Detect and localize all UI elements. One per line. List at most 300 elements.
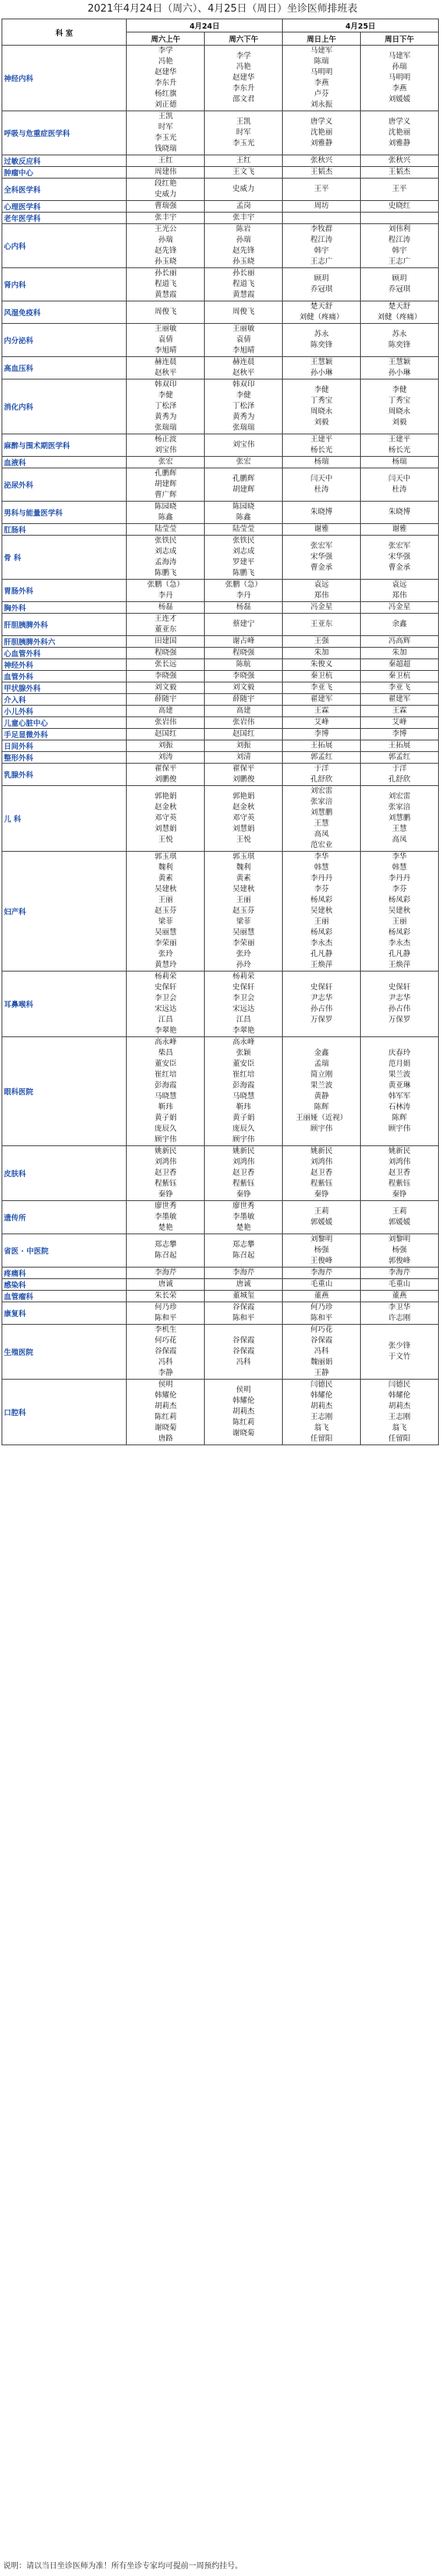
doctor-name: 何巧花: [310, 1325, 333, 1334]
doctor-name: 王焕萍: [310, 961, 333, 969]
doctor-name: 秦超超: [388, 660, 411, 669]
doctor-name: 宋远达: [233, 1005, 255, 1013]
session-cell-s2: [205, 213, 283, 224]
doctor-name: 刘文毅: [233, 683, 255, 692]
session-cell-s1: [127, 659, 205, 671]
session-cell-s1: [127, 671, 205, 682]
doctor-name: 钱晓瑞: [155, 145, 177, 153]
session-cell-s3: [283, 301, 361, 324]
doctor-name: 陈红莉: [233, 1418, 255, 1427]
dept-name: 内分泌科: [2, 324, 127, 357]
doctor-name: 吴建秋: [233, 885, 255, 893]
session-cell-s3: [283, 457, 361, 468]
doctor-name: 董安臣: [233, 1060, 255, 1068]
doctor-name: 秦卫杭: [388, 672, 411, 680]
doctor-name: 蔡建宁: [233, 620, 255, 628]
session-cell-s1: [127, 648, 205, 659]
doctor-name: 闫德民: [388, 1380, 411, 1389]
doctor-name: 秦铮: [314, 1190, 329, 1199]
doctor-name: 薛随宇: [155, 695, 177, 703]
session-cell-s3: [283, 268, 361, 301]
doctor-name: 顾玥: [314, 274, 329, 283]
session-cell-s4: [361, 468, 439, 502]
doctor-name: 朱晓博: [310, 508, 333, 516]
table-row: [2, 1037, 439, 1146]
doctor-name: 黄秀为: [155, 413, 177, 421]
doctor-name: 孙瑞: [158, 236, 173, 244]
doctor-name: 张瑞瑞: [233, 424, 255, 432]
doctor-name: 赵玉芬: [155, 907, 177, 915]
doctor-name: 陈航: [236, 660, 251, 669]
doctor-name: 姚新民: [155, 1147, 177, 1155]
doctor-name: 李燕: [392, 84, 407, 93]
doctor-name: 李海芹: [233, 1268, 255, 1277]
doctor-name: 韩双印: [155, 380, 177, 389]
doctor-name: 刘振: [158, 741, 173, 750]
table-row: [2, 706, 439, 717]
doctor-name: 张宏: [236, 458, 251, 466]
doctor-name: 丁松泽: [233, 402, 255, 410]
doctor-name: 王慧颖: [310, 358, 333, 366]
session-cell-s2: [205, 268, 283, 301]
doctor-name: 刘毅: [392, 418, 407, 427]
session-cell-s2: [205, 46, 283, 111]
session-cell-s3: [283, 1279, 361, 1291]
session-cell-s2: [205, 602, 283, 614]
table-row: [2, 740, 439, 752]
session-cell-s4: [361, 717, 439, 729]
doctor-name: 黄子娟: [233, 1114, 255, 1122]
session-cell-s1: [127, 682, 205, 694]
dept-name: 骨 科: [2, 536, 127, 580]
doctor-name: 朱长荣: [155, 1291, 177, 1300]
doctor-name: 吴丽慧: [233, 928, 255, 937]
doctor-name: 郭孟红: [310, 753, 333, 761]
session-cell-s1: [127, 357, 205, 379]
doctor-name: 邵文君: [233, 95, 255, 104]
doctor-name: 孙长丽: [233, 269, 255, 277]
session-cell-s1: [127, 268, 205, 301]
dept-name: 神经内科: [2, 46, 127, 111]
dept-name: 血管外科: [2, 671, 127, 682]
session-cell-s3: [283, 167, 361, 179]
dept-name: 心理医学科: [2, 201, 127, 213]
doctor-name: 杨莉荣: [155, 972, 177, 981]
doctor-name: 陈召起: [155, 1251, 177, 1260]
doctor-name: 刘毅: [314, 418, 329, 427]
doctor-name: 艾峰: [314, 718, 329, 727]
session-cell-s3: [283, 536, 361, 580]
session-cell-s3: [283, 636, 361, 648]
session-cell-s3: [283, 155, 361, 167]
doctor-name: 何乃珍: [310, 1303, 333, 1312]
doctor-name: 姚新民: [233, 1147, 255, 1155]
session-cell-s2: [205, 357, 283, 379]
doctor-name: 孙占伟: [310, 1005, 333, 1013]
doctor-name: 赵国红: [155, 730, 177, 738]
doctor-name: 唐学义: [310, 117, 333, 126]
doctor-name: 杨瑞: [314, 458, 329, 466]
dept-name: 高血压科: [2, 357, 127, 379]
doctor-name: 王建平: [388, 435, 411, 444]
session-cell-s1: [127, 179, 205, 201]
session-cell-s1: [127, 524, 205, 536]
session-cell-s3: [283, 580, 361, 602]
dept-name: 肾内科: [2, 268, 127, 301]
session-cell-s2: [205, 201, 283, 213]
doctor-name: 刘鸿伟: [310, 1158, 333, 1166]
doctor-name: 陆莹莹: [155, 525, 177, 533]
doctor-name: 张鹏（急）: [225, 580, 263, 589]
doctor-name: 王强: [314, 637, 329, 645]
doctor-name: 朱俊义: [310, 660, 333, 669]
doctor-name: 孙瑞: [236, 236, 251, 244]
doctor-name: 史保轩: [155, 983, 177, 992]
doctor-name: 郑志攀: [155, 1240, 177, 1249]
doctor-name: 王丽娅（近视）: [295, 1114, 348, 1122]
doctor-name: 李丹: [236, 591, 251, 600]
doctor-name: 程紫钰: [155, 1179, 177, 1188]
session-cell-s1: [127, 1291, 205, 1302]
session-cell-s4: [361, 46, 439, 111]
dept-name: 眼科医院: [2, 1037, 127, 1146]
doctor-name: 谷保霞: [233, 1347, 255, 1356]
doctor-name: 王拓展: [388, 741, 411, 750]
session-cell-s1: [127, 502, 205, 524]
doctor-name: 袁倩: [158, 335, 173, 344]
doctor-name: 杨瑞: [392, 458, 407, 466]
doctor-name: 李海芹: [388, 1268, 411, 1277]
doctor-name: 张秋兴: [310, 156, 333, 165]
session-cell-s3: [283, 1037, 361, 1146]
doctor-name: 孙长丽: [155, 269, 177, 277]
session-cell-s4: [361, 1268, 439, 1279]
doctor-name: 黄亚琳: [388, 1081, 411, 1090]
doctor-name: 魏利: [158, 863, 173, 872]
doctor-name: 李海芹: [155, 1268, 177, 1277]
doctor-name: 马建军: [388, 52, 411, 60]
table-row: [2, 357, 439, 379]
doctor-name: 魏丽娟: [310, 1358, 333, 1366]
doctor-name: 吴丽慧: [155, 928, 177, 937]
doctor-name: 翁飞: [314, 1424, 329, 1432]
doctor-name: 赵国红: [233, 730, 255, 738]
session-cell-s1: [127, 1380, 205, 1445]
table-row: [2, 155, 439, 167]
table-row: [2, 224, 439, 268]
doctor-name: 冯高辉: [388, 637, 411, 645]
session-cell-s4: [361, 1201, 439, 1234]
doctor-name: 韩慧: [314, 863, 329, 872]
doctor-name: 赵秋平: [155, 369, 177, 377]
dept-name: 风湿免疫科: [2, 301, 127, 324]
doctor-name: 张秋兴: [388, 156, 411, 165]
doctor-name: 韩宇: [314, 247, 329, 255]
doctor-name: 楚艳: [236, 1223, 251, 1232]
session-cell-s3: [283, 111, 361, 155]
doctor-name: 顾宇伟: [310, 1125, 333, 1133]
doctor-name: 谢雅: [392, 525, 407, 533]
doctor-name: 郑伟: [314, 591, 329, 600]
doctor-name: 韩军军: [388, 1092, 411, 1101]
doctor-name: 石林涛: [388, 1103, 411, 1111]
doctor-name: 胡莉杰: [310, 1402, 333, 1411]
doctor-name: 郭艳娟: [155, 792, 177, 801]
doctor-name: 冯金星: [388, 603, 411, 611]
table-row: [2, 111, 439, 155]
doctor-name: 高凤: [392, 835, 407, 844]
doctor-name: 翟保平: [155, 764, 177, 773]
doctor-name: 郭艳娟: [233, 792, 255, 801]
doctor-name: 陈和平: [155, 1314, 177, 1322]
session-cell-s2: [205, 1146, 283, 1201]
doctor-name: 史晓红: [388, 202, 411, 210]
doctor-name: 王俊峰: [310, 1257, 333, 1265]
doctor-name: 廖世秀: [155, 1202, 177, 1210]
doctor-name: 王慧: [314, 819, 329, 828]
doctor-name: 卢芬: [314, 90, 329, 98]
doctor-name: 毛重山: [310, 1280, 333, 1288]
session-cell-s3: [283, 972, 361, 1037]
doctor-name: 刘宏雷: [388, 792, 411, 801]
doctor-name: 张长远: [155, 660, 177, 669]
dept-name: 妇产科: [2, 852, 127, 972]
doctor-name: 黄素: [158, 874, 173, 883]
doctor-name: 果兰波: [310, 1081, 333, 1090]
doctor-name: 赫连晨: [233, 358, 255, 366]
doctor-name: 张宏: [158, 458, 173, 466]
session-cell-s3: [283, 729, 361, 740]
session-cell-s4: [361, 1037, 439, 1146]
session-cell-s4: [361, 1302, 439, 1325]
doctor-name: 廖世秀: [233, 1202, 255, 1210]
doctor-name: 马建军: [310, 46, 333, 55]
doctor-name: 周俊飞: [155, 308, 177, 316]
doctor-name: 冯科: [314, 1347, 329, 1356]
table-row: [2, 536, 439, 580]
doctor-name: 陈鹏飞: [155, 569, 177, 577]
doctor-name: 刘黎明: [388, 1235, 411, 1244]
doctor-name: 柴昌: [158, 1049, 173, 1057]
doctor-name: 崔红培: [233, 1070, 255, 1079]
doctor-name: 杨凤彩: [310, 928, 333, 937]
dept-name: 耳鼻喉科: [2, 972, 127, 1037]
doctor-name: 胡莉杰: [388, 1402, 411, 1411]
doctor-name: 李丹丹: [388, 874, 411, 883]
doctor-name: 宋华强: [388, 553, 411, 561]
dept-header: 科 室: [2, 19, 127, 46]
doctor-name: 万保罗: [310, 1016, 333, 1024]
session-cell-s4: [361, 602, 439, 614]
session-cell-s2: [205, 301, 283, 324]
table-row: [2, 752, 439, 764]
doctor-name: 董燕: [392, 1291, 407, 1300]
table-row: [2, 671, 439, 682]
session-cell-s1: [127, 1302, 205, 1325]
session-cell-s4: [361, 1325, 439, 1380]
doctor-name: 张玲: [158, 950, 173, 958]
session-cell-s1: [127, 457, 205, 468]
doctor-name: 李玉光: [155, 134, 177, 142]
doctor-name: 孔凡静: [310, 950, 333, 958]
session-cell-s3: [283, 648, 361, 659]
doctor-name: 顾宇伟: [388, 1125, 411, 1133]
doctor-name: 谢晓菊: [233, 1429, 255, 1438]
doctor-name: 董燕: [314, 1291, 329, 1300]
doctor-name: 陈辉: [392, 1114, 407, 1122]
doctor-name: 陈奕锋: [310, 341, 333, 349]
session-cell-s4: [361, 301, 439, 324]
doctor-name: 杨正波: [155, 435, 177, 444]
doctor-name: 王志广: [388, 257, 411, 266]
doctor-name: 孔鹏辉: [155, 469, 177, 478]
session-cell-s1: [127, 111, 205, 155]
session-cell-s4: [361, 502, 439, 524]
doctor-name: 李荣丽: [155, 939, 177, 948]
session-cell-s1: [127, 1234, 205, 1268]
dept-name: 省医 · 中医院: [2, 1234, 127, 1268]
session-cell-s4: [361, 1146, 439, 1201]
session-cell-s1: [127, 852, 205, 972]
doctor-name: 王拓展: [310, 741, 333, 750]
session-cell-s1: [127, 46, 205, 111]
session-cell-s1: [127, 324, 205, 357]
doctor-name: 邓守英: [155, 814, 177, 822]
doctor-name: 陈园晓: [233, 502, 255, 511]
doctor-name: 秦卫杭: [310, 672, 333, 680]
doctor-name: 陈岩: [236, 225, 251, 233]
doctor-name: 冯艳: [158, 57, 173, 66]
doctor-name: 王慧: [392, 825, 407, 833]
doctor-name: 王丽敏: [155, 325, 177, 333]
doctor-name: 段红艳: [155, 179, 177, 188]
doctor-name: 李亚飞: [310, 683, 333, 692]
dept-name: 肿瘤中心: [2, 167, 127, 179]
session-cell-s4: [361, 786, 439, 852]
doctor-name: 刘慧鹏: [310, 808, 333, 817]
table-row: [2, 201, 439, 213]
doctor-name: 张丰宇: [233, 213, 255, 222]
table-row: [2, 972, 439, 1037]
doctor-name: 宋远达: [155, 1005, 177, 1013]
doctor-name: 王志刚: [310, 1413, 333, 1421]
doctor-name: 李翠艳: [155, 1026, 177, 1035]
session-cell-s4: [361, 155, 439, 167]
table-row: [2, 379, 439, 434]
doctor-name: 李机生: [155, 1325, 177, 1334]
session-cell-s4: [361, 852, 439, 972]
doctor-name: 谷保霞: [233, 1303, 255, 1312]
session-cell-s3: [283, 1302, 361, 1325]
table-row: [2, 659, 439, 671]
doctor-name: 李芬: [392, 885, 407, 893]
session-cell-s1: [127, 301, 205, 324]
session-cell-s2: [205, 1325, 283, 1380]
doctor-name: 胡莉杰: [233, 1407, 255, 1416]
session-cell-s3: [283, 1234, 361, 1268]
doctor-name: 王连才: [155, 614, 177, 623]
dept-name: 过敏反应科: [2, 155, 127, 167]
doctor-name: 赵先锋: [233, 247, 255, 255]
session-cell-s4: [361, 671, 439, 682]
dept-name: 甲状腺外科: [2, 682, 127, 694]
doctor-name: 吴建秋: [388, 907, 411, 915]
doctor-name: 姚新民: [310, 1147, 333, 1155]
doctor-name: 邓守英: [233, 814, 255, 822]
doctor-name: 王霖: [314, 706, 329, 715]
doctor-name: 丁秀宝: [388, 396, 411, 405]
doctor-name: 胡建辉: [155, 480, 177, 488]
table-row: [2, 648, 439, 659]
doctor-name: 周俊飞: [233, 308, 255, 316]
table-row: [2, 694, 439, 706]
session-cell-s3: [283, 671, 361, 682]
session-cell-s4: [361, 648, 439, 659]
schedule-body: [2, 46, 439, 1445]
doctor-name: 黄慧霞: [155, 291, 177, 299]
dept-name: 全科医学科: [2, 179, 127, 201]
doctor-name: 张宏军: [310, 542, 333, 550]
doctor-name: 王悦: [236, 835, 251, 844]
date-header-2: 4月25日: [283, 19, 439, 32]
session-cell-s4: [361, 213, 439, 224]
page-title: 2021年4月24日（周六）、4月25日（周日）坐诊医师排班表: [87, 3, 358, 15]
doctor-name: 杨莉荣: [233, 972, 255, 981]
doctor-name: 史威力: [233, 185, 255, 193]
table-row: [2, 636, 439, 648]
doctor-name: 李丹: [158, 591, 173, 600]
doctor-name: 庞辰久: [155, 1125, 177, 1133]
doctor-name: 闫天中: [388, 475, 411, 483]
session-cell-s3: [283, 324, 361, 357]
doctor-name: 陈和平: [310, 1314, 333, 1322]
doctor-name: 杨强: [392, 1246, 407, 1254]
doctor-name: 果兰波: [388, 1070, 411, 1079]
doctor-name: 郭媛媛: [388, 1218, 411, 1227]
session-cell-s3: [283, 614, 361, 636]
doctor-name: 胡莉杰: [155, 1402, 177, 1411]
doctor-name: 秦铮: [236, 1190, 251, 1199]
session-cell-s2: [205, 729, 283, 740]
dept-name: 整形外科: [2, 752, 127, 764]
session-cell-s1: [127, 1037, 205, 1146]
doctor-name: 王慧颖: [388, 358, 411, 366]
session-cell-s2: [205, 1380, 283, 1445]
session-cell-s3: [283, 179, 361, 201]
doctor-name: 丁秀宝: [310, 396, 333, 405]
doctor-name: 王莉: [314, 1207, 329, 1216]
footer-note: 说明：请以当日坐诊医师为准！所有坐诊专家均可提前一周预约挂号。: [3, 2562, 243, 2571]
doctor-name: 马晓慧: [233, 1092, 255, 1101]
doctor-name: 庞辰久: [233, 1125, 255, 1133]
doctor-name: 孙小琳: [388, 369, 411, 377]
doctor-name: 刘雅静: [310, 139, 333, 148]
session-cell-s2: [205, 717, 283, 729]
doctor-name: 董安臣: [155, 1060, 177, 1068]
doctor-name: 李翠艳: [233, 1026, 255, 1035]
session-cell-s4: [361, 457, 439, 468]
session-cell-s3: [283, 1201, 361, 1234]
doctor-name: 李东升: [155, 79, 177, 87]
dept-name: 乳腺外科: [2, 764, 127, 786]
doctor-name: 翟建军: [310, 695, 333, 703]
doctor-name: 赵金秋: [155, 803, 177, 812]
doctor-name: 王丽: [314, 917, 329, 926]
doctor-name: 王红: [236, 156, 251, 165]
session-cell-s2: [205, 786, 283, 852]
doctor-name: 黄慧玲: [155, 961, 177, 969]
doctor-name: 靳玮: [158, 1103, 173, 1111]
